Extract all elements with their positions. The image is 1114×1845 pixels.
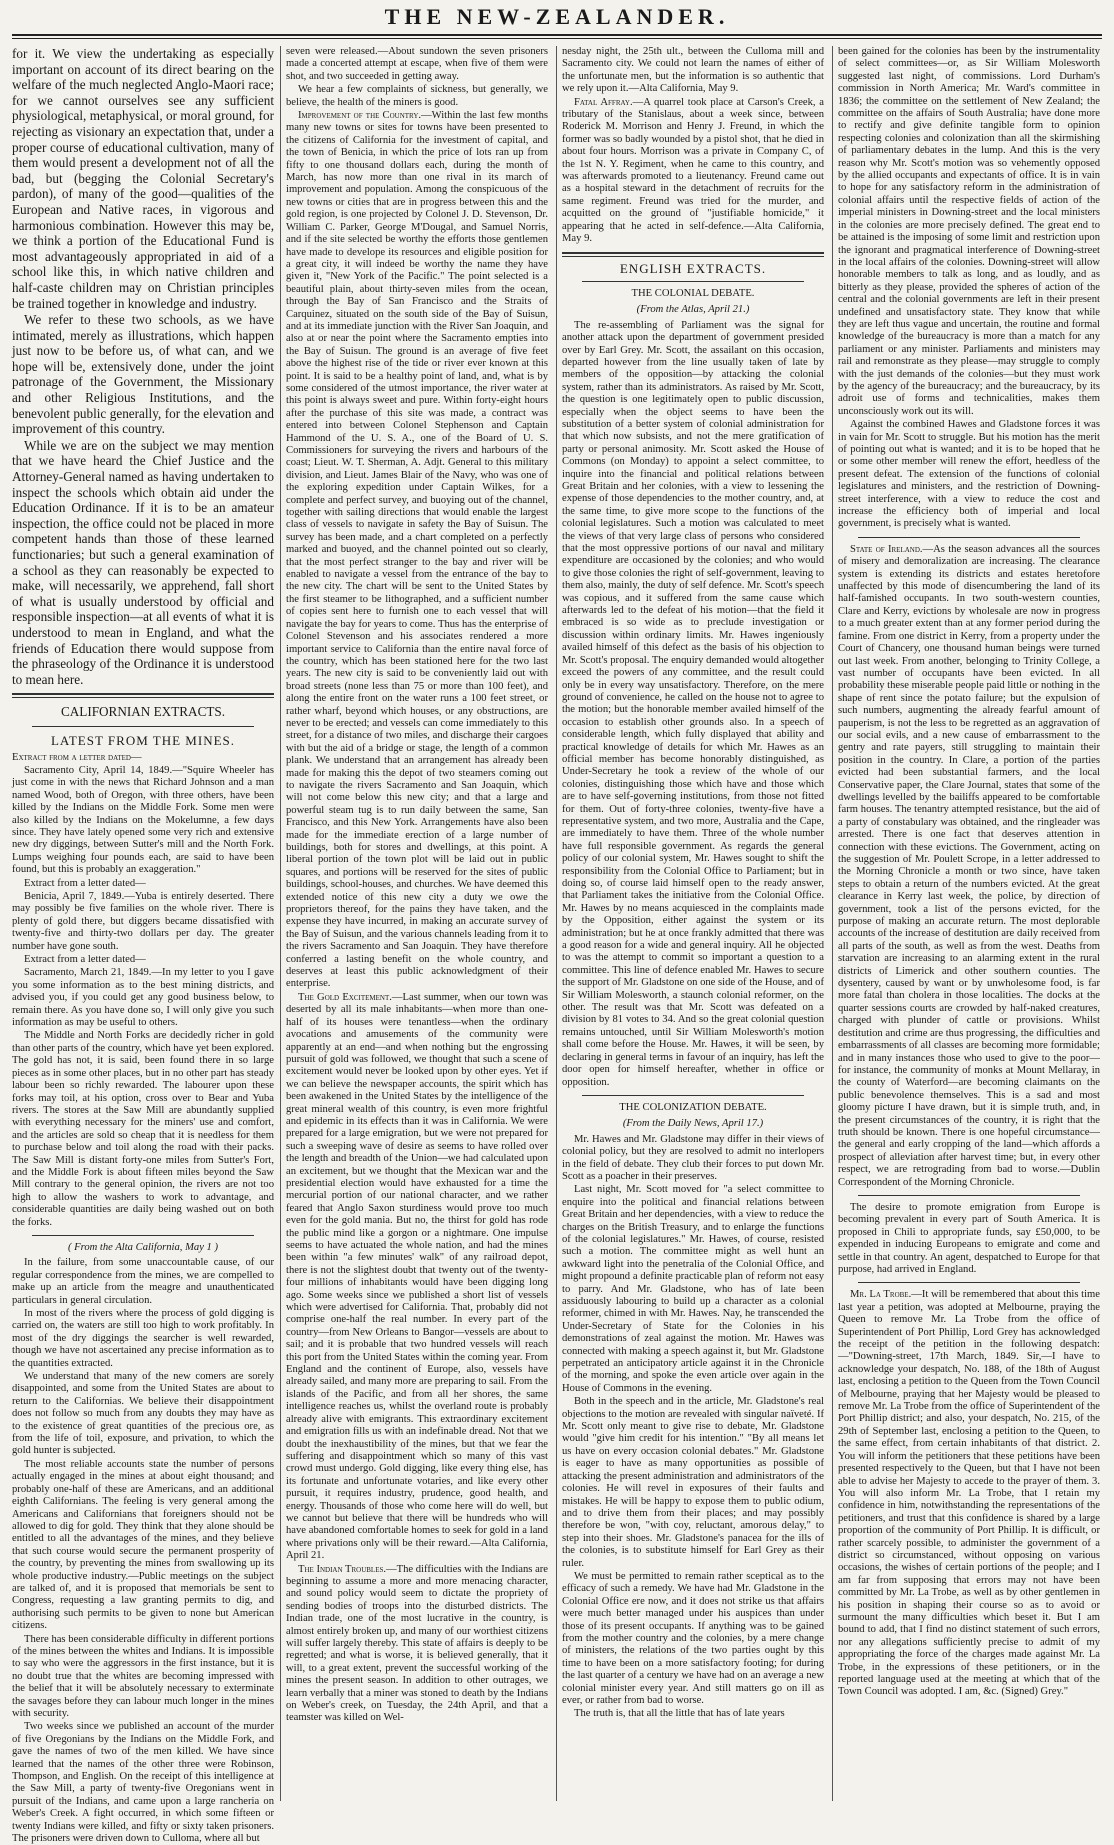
- column-4: [838, 46, 1100, 1801]
- run-in-heading: The Gold Excitement.: [298, 991, 392, 1003]
- extract-label: Extract from a letter dated—: [24, 877, 146, 889]
- run-in-heading: Fatal Affray.: [574, 96, 633, 108]
- run-in-heading: Improvement of the Country.: [298, 110, 422, 122]
- paragraph: Both in the speech and in the article, Mr. Gladstone's real objections to the motion are revealed with singular naïveté. If Mr. Scott only meant to give rise to debate, Mr. Gladstone would "give him credit for his intention." "By all means let us have on every occasion colonial debates." Mr. Gladstone is eager to have as many opportunities as possible of attacking the present administration and administrators of the colonies. He will revel in exposures of their faults and mistakes. He will be happy to expose them to public odium, and to drive them from their places; and may possibly therefore be won, "with coy, reluctant, amorous delay," to step into their shoes. Mr. Gladstone's panacea for the ills of the colonies, is to substitute himself for Earl Grey as their ruler.: [562, 1396, 824, 1569]
- paragraph: The Gold Excitement.—Last summer, when our town was deserted by all its male inhabitants—when more than one-half of its houses were tenantless—when the ordinary avocations and amusements of the community were apparently at an end—and when nothing but the engrossing pursuit of gold was followed, we thought that such a scene of excitement would never be looked upon by other eyes. Yet if we can believe the newspaper accounts, the spirit which has been awakened in the United States by the intelligence of the great mineral wealth of this country, is even more frightful and epidemic in its effects than it was in California. We were prepared for a large emigration, but we were not prepared for such a sweeping wave of desire as seems to have rolled over the length and breadth of the Union—we had calculated upon an excitement, but we thought that the Mexican war and the presidential election would have exhausted for a time the mercurial portion of our national character, and we rather feared that Anglo Saxon sturdiness would prove too much even for the gold mania. But no, the thirst for gold has rode the public mind like a gorgon or a nightmare. One impulse seems to have actuated the whole nation, and had the mines been within "a few minutes' walk" of any railroad depot, there is not the slightest doubt that twenty out of the twenty-four millions of inhabitants would have been digging long ago. Some weeks since we published a short list of vessels which were advertised for California. That, probably did not comprise one-half the real number. In every part of the country—from New Orleans to Bangor—vessels are about to sail; and it is probable that two hundred vessels will reach this port from the United States within the coming year. From England and the continent of Europe, also, vessels have already sailed, and many more are preparing to sail. From the islands of the Pacific, and from all her shores, the same intelligence reaches us, whilst the overland route is probably already alive with emigrants. This extraordinary excitement and emigration fills us with an indefinable dread. Not that we doubt the inexhaustibility of the mines, but that we fear the suffering and disappointment which so many of this vast crowd must undergo. Gold digging, like every thing else, has its fortunate and unfortunate votaries, and like every other pursuit, it requires industry, prudence, good health, and energy. Thousands of those who come here will do well, but we cannot but believe that there will be hundreds who will have abandoned comfortable homes to seek for gold in a land where privations only will be their reward.—Alta California, April 21.: [286, 991, 548, 1562]
- short-rule: [858, 537, 1080, 538]
- short-rule: [858, 1282, 1080, 1283]
- section-rule: [12, 693, 274, 695]
- short-rule: [858, 1195, 1080, 1196]
- source-alta-california: ( From the Alta California, May 1 ): [67, 1241, 219, 1253]
- column-3: [562, 46, 824, 1801]
- paragraph: Mr. La Trobe.—It will be remembered that about this time last year a petition, was adopted at Melbourne, praying the Queen to remove Mr. La Trobe from the office of Superintendent of Port Phillip, Lord Grey has acknowledged the receipt of the petition in the following despatch:—"Downing-street, 17th March, 1849. Sir,—I have to acknowledge your despatch, No. 188, of the 18th of August last, enclosing a petition to the Queen from the Town Council of Melbourne, praying that her Majesty would be pleased to remove Mr. La Trobe from the office of Superintendent of the Port Phillip district; and also, your despatch, No. 215, of the 29th of September last, enclosing a petition to the Queen, to the same effect, from certain inhabitants of that district. 2. You will inform the petitioners that these petitions have been presented respectively to the Queen, but that I have not been able to advise her Majesty to accede to the prayer of them. 3. You will also inform Mr. La Trobe, that I retain my confidence in him, notwithstanding the representations of the petitioners, and trust that this confidence is shared by a large proportion of the community of Port Phillip. It is difficult, or rather scarcely possible, to administer the government of a district so circumstanced, without opposing on various occasions, the wishes of certain portions of the people; and I am far from supposing that errors may not have been committed by Mr. La Trobe, as well as by other gentlemen in his position in shaping their course so as to avoid or surmount the many difficulties which beset it. But I am bound to add, that I find no distinct statement of such errors, nor any allegations sufficiently precise to admit of my appropriating the force of the charges made against Mr. La Trobe, in the expressions of these petitioners, or in the reported language used at the meeting at which that of the Town Council was adopted. I am, &c. (Signed) Grey.": [838, 1289, 1100, 1698]
- run-in-heading: State of Ireland.: [850, 543, 923, 555]
- run-in-heading: The Indian Troubles.: [298, 1563, 387, 1575]
- paragraph: We understand that many of the new comers are sorely disappointed, and some from the United States are about to return to the Californias. We believe their disappointment does not follow so much from any doubts they may have as to the existence of great quantities of the precious ore, as from the life of toil, exposure, and privation, to which the gold hunter is subjected.: [12, 1371, 274, 1457]
- column-divider-2: [556, 46, 557, 1801]
- masthead-rule-thin: [12, 38, 1102, 39]
- run-in-heading: Mr. La Trobe.: [850, 1289, 912, 1301]
- section-rule-thin: [12, 697, 274, 698]
- paragraph: While we are on the subject we may mention that we have heard the Chief Justice and the Attorney-General named as having undertaken to inspect the schools which obtain aid under the Education Ordinance. If it is to be an amateur inspection, the office could not be placed in more competent hands than those of these learned functionaries; but such a general examination of a school as they can reasonably be expected to make, will necessarily, we apprehend, fall short of what is usually understood by official and responsible inspection—at all events of what it is understood to mean in England, and what the friends of Education there would suppose from the phraseology of the Ordinance it is understood to mean here.: [12, 437, 274, 687]
- short-rule: [582, 1095, 804, 1096]
- column-2: [286, 46, 548, 1801]
- paragraph: The most reliable accounts state the number of persons actually engaged in the mines at about eight thousand; and probably one-half of these are Americans, and an additional eighth Californians. The feeling is very general among the Americans and Californians that foreigners should not be allowed to dig for gold. They think that they alone should be entitled to all the advantages of the mines, and they believe that such course would secure the permanent prosperity of the country, by preventing the mines from swallowing up its whole productive industry.—Public meetings on the subject are talked of, and it is proposed that memorials be sent to Congress, requesting a law granting permits to dig, and authorising such permits to be given to none but American citizens.: [12, 1458, 274, 1632]
- paragraph: seven were released.—About sundown the seven prisoners made a concerted attempt at escape, when five of them were shot, and two succeeded in getting away.: [286, 46, 548, 82]
- source-daily-news: (From the Daily News, April 17.): [622, 1118, 764, 1130]
- masthead-rule: [12, 34, 1102, 36]
- short-rule: [32, 726, 254, 727]
- paragraph: Improvement of the Country.—Within the last few months many new towns or sites for towns have been presented to the citizens of California for the investment of capital, and the town of Benicia, in which the price of lots ran up from fifty to one thousand dollars each, during the month of March, has now more than one rival in its march of improvement and population. Among the conspicuous of the new towns or cities that are in progress between this and the gold region, is one projected by Colonel J. D. Stevenson, Dr. William C. Parker, George M'Dougal, and Samuel Norris, and if the site selected be worthy the efforts those gentlemen have made to develope its resources and eligible position for a great city, it will indeed be worthy the name they have given it, "New York of the Pacific." The point selected is a beautiful plain, about thirty-seven miles from the ocean, through the Bay of San Francisco and the Straits of Carquinez, situated on the south side of the Bay of Suisun, and at its immediate junction with the River San Joaquin, and also at or near the point where the Sacramento empties into the Bay of Suisun. The ground is an average of five feet above the highest rise of the tide or river ever known at this point. It is said to be a healthy point of land, and, what is by some considered of the utmost importance, the river water at this point is always sweet and pure. Within forty-eight hours after the purchase of this site was made, a contract was entered into between Colonel Stephenson and Captain Hammond of the U. S. A., one of the Board of U. S. Commissioners for surveying the rivers and harbours of the coast; Lieut. W. T. Sherman, A. Adjt. General to this military division, and Lieut. James Blair of the Navy, who was one of the exploring expedition under Captain Wilkes, for a complete and perfect survey, and buoying out of the channel, together with sailing directions that would enable the largest class of vessels to navigate in safety the Bay of Suisun. The survey has been made, and a chart completed on a perfectly marked and buoyed, and the channel pointed out so clearly, that the most perfect stranger to the bay and river will be enabled to navigate a vessel from the entrance of the bay to the new city. The chart will be sent to the United States by the first steamer to be lithographed, and a sufficient number of copies sent here to furnish one to each vessel that will navigate the bay for years to come. Thus has the enterprise of Colonel Stevenson and his associates rendered a more important service to California than the entire naval force of the country, which has been stationed here for the two last years. The new city is said to be conveniently laid out with broad streets (none less than 75 or more than 100 feet), and along the entire front on the water runs a 100 feet street, or rather wharf, beyond which houses, or any obstructions, are never to be erected; and vessels can come immediately to this street, for a distance of two miles, and discharge their cargoes with but the aid of a bridge or stage, the length of a common plank. We understand that an arrangement has already been made for making this the depot of two steamers coming out to navigate the rivers Sacramento and San Joaquin, which will not come below this new city; and that a large and powerful steam tug is to run daily between the same, San Francisco, and this New York. Arrangements have also been made for the immediate erection of a large number of buildings, both for stores and dwellings, at this point. A liberal portion of the town plot will be laid out in public squares, and portions will be reserved for the sites of public buildings, school-houses, and churches. We have deemed this extended notice of this new city a duty we owe the proprietors thereof, for the pains they have taken, and the expense they have incurred, in making an accurate survey of the Bay of Suisun, and the various channels leading from it to the rivers Sacramento and San Joaquin. They have therefore conferred a lasting benefit on the whole country, and deserves at least this public acknowledgment of their enterprise.: [286, 110, 548, 990]
- paragraph: State of Ireland.—As the season advances all the sources of misery and demoralization are increasing. The clearance system is extending its districts and estates heretofore unaffected by this mode of disencumbering the land of its half-famished occupants. In two south-western counties, Clare and Kerry, evictions by wholesale are now in progress to a much greater extent than at any former period during the famine. From one district in Kerry, from a property under the Court of Chancery, one thousand human beings were turned out last week. From another, belonging to Trinity College, a vast number of occupants have been evicted. In all probability these miserable people paid little or nothing in the shape of rent since the potato failure; but the expulsion of such numbers, augmenting the already fearful amount of pauperism, is not the less to be regretted as an aggravation of our social evils, and a new cause of embarrassment to the gentry and rate payers, still struggling to maintain their position in the country. In Clare, a portion of the parties evicted had been substantial farmers, and the local Conservative paper, the Clare Journal, states that some of the dwellings levelled by the bailiffs appeared to be comfortable farm houses. The tenantry attempted resistance, but the aid of a party of constabulary was obtained, and the ringleader was arrested. There is one fact that deserves attention in connection with these evictions. The Government, acting on the suggestion of Mr. Poulett Scrope, in a letter addressed to the Morning Chronicle a month or two since, have taken steps to obtain a return of the numbers evicted. At the great clearance in Kerry last week, the police, by direction of government, took a list of the persons evicted, for the purpose of making an accurate return. The most deplorable accounts of the increase of destitution are daily received from all parts of the south, as well as from the west. Deaths from starvation are increasing to an alarming extent in the rural districts of Limerick and other southern counties. The dysentery, caused by want or by unwholesome food, is far more fatal than cholera in those localities. The docks at the quarter sessions courts are crowded by half-naked creatures, charged with plunder of cattle or provisions. Whilst destitution and crime are thus progressing, the difficulties and embarrassments of all classes are becoming more formidable; and in many instances those who used to give to the poor—for instance, the community of monks at Mount Mellaray, in the county of Waterford—are becoming claimants on the public benevolence themselves. This is a sad and most gloomy picture I have drawn, but it is simple truth, and, in the present circumstances of the country, it is right that the truth should be known. There is one hopeful circumstance—the general and early cropping of the land—which affords a prospect of alleviation after harvest time; but, in every other respect, we are retrograding from bad to worse.—Dublin Correspondent of the Morning Chronicle.: [838, 543, 1100, 1188]
- paragraph: for it. We view the undertaking as especially important on account of its direct bearing on the welfare of the much neglected Anglo-Maori race; for we cannot ourselves see any sufficient physiological, metaphysical, or moral ground, for rejecting as visionary an expectation that, under a proper course of educational cultivation, many of them would present a development not of all the bad, but (begging the Colonial Secretary's pardon), of many of the good—qualities of the European and Native races, in vigorous and harmonious combination. However this may be, we think a portion of the Educational Fund is most advantageously appropriated in aid of a school like this, in which native children and half-caste children may on Christian principles be trained together in knowledge and industry.: [12, 46, 274, 311]
- column-divider-3: [832, 46, 833, 1801]
- extract-label: Extract from a letter dated—: [24, 954, 146, 966]
- paragraph: In the failure, from some unaccountable cause, of our regular correspondence from the mines, we are compelled to make up an article from the meagre and unauthenticated particulars in general circulation.: [12, 1257, 274, 1306]
- paragraph: The Middle and North Forks are decidedly richer in gold than other parts of the country, which have yet been explored. The gold has not, it is said, been found there in so large pieces as in some other places, but in no other part has steady labour been so richly rewarded. The labourer upon these forks may toil, at his option, cross over to Bear and Yuba rivers. The stores at the Saw Mill are abundantly supplied with everything necessary for the miners' use and comfort, and the articles are sold so cheap that it is needless for them to purchase below and toil along the road with their packs. The Saw Mill is distant forty-one miles from Sutter's Fort, and the Middle Fork is about fifteen miles beyond the Saw Mill contrary to the general opinion, the rivers are not too high to allow the washers to work to advantage, and considerable quantities are daily being washed out on both the forks.: [12, 1030, 274, 1228]
- section-rule-thin: [562, 256, 824, 257]
- paragraph: Mr. Hawes and Mr. Gladstone may differ in their views of colonial policy, but they are resolved to admit no interlopers in the field of debate. They club their forces to put down Mr. Scott as a poacher in their preserves.: [562, 1133, 824, 1182]
- masthead: THE NEW-ZEALANDER.: [384, 4, 730, 29]
- heading-colonization-debate: THE COLONIZATION DEBATE.: [619, 1101, 767, 1113]
- column-divider-1: [280, 46, 281, 1801]
- paragraph: Last night, Mr. Scott moved for "a select committee to enquire into the political and financial relations between Great Britain and her dependencies, with a view to reduce the charges on the British Treasury, and to enlarge the functions of the colonial legislatures." Mr. Hawes, of course, resisted such a motion. The committee might as well hunt an awkward light into the penetralia of the Colonial Office, and might propound a definite practicable plan of reform not easy to parry. And Mr. Gladstone, who has of late been assiduously labouring to build up a character as a colonial reformer, chimed in with Mr. Hawes. Nay, he transcended the Under-Secretary of State for the Colonies in his demonstrations of zeal against the motion. Mr. Hawes was connected with making a speech against it, but Mr. Gladstone perpetrated an anticipatory article against it in the Chronicle of the morning, and spoke the even article over again in the House of Commons in the evening.: [562, 1184, 824, 1394]
- paragraph: The desire to promote emigration from Europe is becoming prevalent in every part of South America. It is proposed in Chili to appropriate funds, say £50,000, to be expended in inducing Europeans to emigrate and come and settle in that country. An agent, despatched to Europe for that purpose, had arrived in England.: [838, 1201, 1100, 1275]
- source-atlas: (From the Atlas, April 21.): [636, 304, 750, 316]
- paragraph: The truth is, that all the little that has of late years: [574, 1708, 785, 1720]
- paragraph: In most of the rivers where the process of gold digging is carried on, the waters are still too high to work profitably. In most of the dry diggings the searcher is well rewarded, though we have not ascertained any precise information as to the quantities extracted.: [12, 1308, 274, 1369]
- section-rule: [562, 252, 824, 254]
- paragraph: We hear a few complaints of sickness, but generally, we believe, the health of the miners is good.: [286, 84, 548, 108]
- paragraph: Fatal Affray.—A quarrel took place at Carson's Creek, a tributary of the Stanislaus, about a week since, between Roderick M. Morrison and Henry J. Freund, in which the former was so badly wounded by a pistol shot, that he died in about four hours. Morrison was a private in Company C, of the 1st N. Y. Regiment, when he came to this country, and was afterwards promoted to a lieutenancy. Freund came out as a hospital steward in the detachment of recruits for the same regiment. Freund was tried for the murder, and acquitted on the ground of "justifiable homicide," it appearing that he acted in self-defence.—Alta California, May 9.: [562, 96, 824, 245]
- paragraph: The re-assembling of Parliament was the signal for another attack upon the department of government presided over by Earl Grey. Mr. Scott, the assailant on this occasion, departed however from the line usually taken of late by members of the opposition—by attacking the colonial system, rather than its administrators. As raised by Mr. Scott, the question is one legitimately open to public discussion, especially when the object seems to have been the substitution of a better system of colonial administration for that which now subsists, and not the mere gratification of party or personal animosity. Mr. Scott asked the House of Commons (on Monday) to appoint a select committee, to inquire into the financial and political relations between Great Britain and her colonies, with a view to lessening the expense of those dependencies to the mother country, and, at the same time, to give more scope to the functions of the colonial legislatures. Such a motion was calculated to meet the views of that very large class of persons who considered that the most oppressive portions of our naval and military expenditure are occasioned by the colonies; and who would to give those colonies the right of self-government, leaving to them also, mainly, the duty of self defence. Mr. Scott's speech was copious, and it suffered from the same cause which afterwards led to the defeat of his motion—that the field it embraced is so wide as to preclude investigation or discussion within ordinary limits. Mr. Hawes ingeniously availed himself of this defect as the basis of his objection to Mr. Scott's proposal. The enquiry demanded would altogether exceed the powers of any committee, and the result could only be in every way unsatisfactory. Therefore, on the mere ground of convenience, he called on the house not to agree to the motion; but the honorable member availed himself of the occasion to establish other grounds also. In a speech of considerable length, which fully displayed that ability and practical knowledge of details for which Mr. Hawes as an official member has become honorably distinguished, as Under-Secretary he took a review of the whole of our colonies, distinguishing those which have and those which are to have self-governing institutions, from those not fitted for them. Out of forty-three colonies, twenty-five have a representative system, and two more, Australia and the Cape, are immediately to have them. Three of the whole number have full responsible government. As regards the general policy of our colonial system, Mr. Hawes sought to shift the responsibility from the Colonial Office to Parliament; but in doing so, of course laid himself open to the ready answer, that Parliament takes the initiative from the Colonial Office. Mr. Hawes by no means acquiesced in the complaints made by the Opposition, either against the system or its administration; but he at once frankly admitted that there was a good reason for a wide and general inquiry. All he objected to was the attempt to commit so important a question to a committee. This line of defence enabled Mr. Hawes to secure the support of Mr. Gladstone on one side of the House, and of Sir William Molesworth, a staunch colonial reformer, on the other. The result was that Mr. Scott was defeated on a division by 81 votes to 34. And so the great colonial question remains untouched, until Sir William Molesworth's motion shall come before the House. Mr. Hawes, it will be seen, by declaring in general terms in favour of an inquiry, has left the door open for himself hereafter, whether in office or opposition.: [562, 319, 824, 1088]
- heading-latest-from-mines: LATEST FROM THE MINES.: [50, 732, 236, 748]
- paragraph: Two weeks since we published an account of the murder of five Oregonians by the Indians on the Middle Fork, and gave the names of two of the men killed. We have since learned that the names of the other three were Robinson, Thompson, and English. On the receipt of this intelligence at the Saw Mill, a party of twenty-five Oregonians went in pursuit of the Indians, and came upon a large rancheria on Weber's Creek. A fight occurred, in which some fifteen or twenty Indians were killed, and fifty or sixty taken prisoners. The prisoners were driven down to Culloma, where all but: [12, 1721, 274, 1845]
- paragraph: The Indian Troubles.—The difficulties with the Indians are beginning to assume a more and more menacing character, and sound policy would seem to dictate the propriety of sending bodies of troops into the disturbed districts. The Indian trade, one of the most lucrative in the country, is almost entirely broken up, and many of our worthiest citizens will suffer largely thereby. This state of affairs is deeply to be regretted; and what is worse, it is believed generally, that it will, to a great extent, prevent the successful working of the mines the present season. In addition to other outrages, we learn verbally that a miner was stoned to death by the Indians on Weber's creek, on Tuesday, the 24th April, and that a teamster was killed on Wel-: [286, 1563, 548, 1724]
- paragraph: Benicia, April 7, 1849.—Yuba is entirely deserted. There may possibly be five families on the whole river. There is plenty of gold there, but diggers became dissatisfied with twenty-five and thirty-two dollars per day. The greater number have gone south.: [12, 891, 274, 952]
- short-rule: [582, 281, 804, 282]
- paragraph: We must be permitted to remain rather sceptical as to the efficacy of such a remedy. We have had Mr. Gladstone in the Colonial Office ere now, and it does not strike us that affairs were much better managed under his auspices than under those of its present occupants. If anything was to be gained from the mother country and the colonies, by a mere change of ministers, the relations of the two parties ought by this time to have been on a more satisfactory footing; for during the last quarter of a century we have had on an average a new colonial minister every year. And still matters go on ill as ever, or rather from bad to worse.: [562, 1570, 824, 1706]
- extract-label: Extract from a letter dated—: [12, 751, 142, 763]
- paragraph: Against the combined Hawes and Gladstone forces it was in vain for Mr. Scott to struggle. But his motion has the merit of pointing out what is wanted; and it is to be hoped that he or some other member will renew the effort, heedless of the present defeat. The extension of the functions of colonial legislatures and ministers, and the restriction of Downing-street interference, with a view to reduce the cost and increase the efficiency both of imperial and local government, is precisely what is wanted.: [838, 419, 1100, 530]
- heading-californian-extracts: CALIFORNIAN EXTRACTS.: [60, 704, 226, 720]
- paragraph: Sacramento, March 21, 1849.—In my letter to you I gave you some information as to the best mining districts, and advised you, if you could get any good business below, to remain there. As you have done so, I will only give you such information as may be useful to others.: [12, 967, 274, 1029]
- paragraph: We refer to these two schools, as we have intimated, merely as illustrations, which happen just now to be before us, of what can, and we hope will be, extensively done, under the joint patronage of the Government, the Missionary and other Religious Institutions, and the benevolent public generally, for the elevation and improvement of this country.: [12, 312, 274, 437]
- paragraph: been gained for the colonies has been by the instrumentality of select committees—or, as Sir William Molesworth suggested last night, of commissions. Lord Durham's commission in North America; Mr. Ward's committee in 1836; the committee on the settlement of New Zealand; the committee on the affairs of South Australia; have done more to rectify and give definite tangible form to opinion respecting colonies and colonization than all the skirmishing of parliamentary debates in the lump. And this is the very reason why Mr. Scott's motion was so vehemently opposed by the allied occupants and expectants of office. It is in vain to hope for any satisfactory reform in the administration of colonial affairs until the respective fields of action of the imperial ministers in Downing-street and the local ministers in the colonies are more precisely defined. The great end to be attained is the imposing of some limit and restriction upon the ignorant and pragmatical interference of Downing-street in the local affairs of the colonies. Downing-street will allow honorable members to talk as long, and as loudly, and as bitterly as they please, provided the spheres of action of the central and the colonial governments are left in their present undefined and unsatisfactory state. They know that while they are left thus vague and uncertain, the routine and formal knowledge of the bureaucracy is more than a match for any parliament or any minister. Parliaments and ministers may rail and remonstrate as they please—may struggle to comply with the just demands of the colonies—but they must work by the agency of the bureaucracy; and the bureaucracy, by its adroit use of forms and technicalities, makes them unconsciously work out its will.: [838, 46, 1100, 417]
- paragraph: There has been considerable difficulty in different portions of the mines between the whites and Indians. It is impossible to say who were the aggressors in the first instance, but it is no doubt true that the whites are becoming impressed with the belief that it will be absolutely necessary to exterminate the savages before they can labour much longer in the mines with security.: [12, 1633, 274, 1719]
- short-rule: [32, 1235, 254, 1236]
- column-1: [12, 46, 274, 1845]
- paragraph: nesday night, the 25th ult., between the Culloma mill and Sacramento city. We could not learn the names of either of the unfortunate men, but the information is so authentic that we rely upon it.—Alta California, May 9.: [562, 46, 824, 95]
- paragraph: Sacramento City, April 14, 1849.—"Squire Wheeler has just come in with the news that Richard Johnson and a man named Wood, both of Oregon, with three others, have been killed by the Indians on the Middle Fork. Some men were also killed by the Indians on the Mokelumne, a few days since. They have lately opened some very rich and extensive new dry diggings, between Sutter's mill and the North Fork. Lumps weighing four pounds each, are said to have been found, but this is probably an exaggeration.": [12, 764, 274, 876]
- heading-colonial-debate: THE COLONIAL DEBATE.: [631, 287, 755, 299]
- heading-english-extracts: ENGLISH EXTRACTS.: [619, 260, 767, 276]
